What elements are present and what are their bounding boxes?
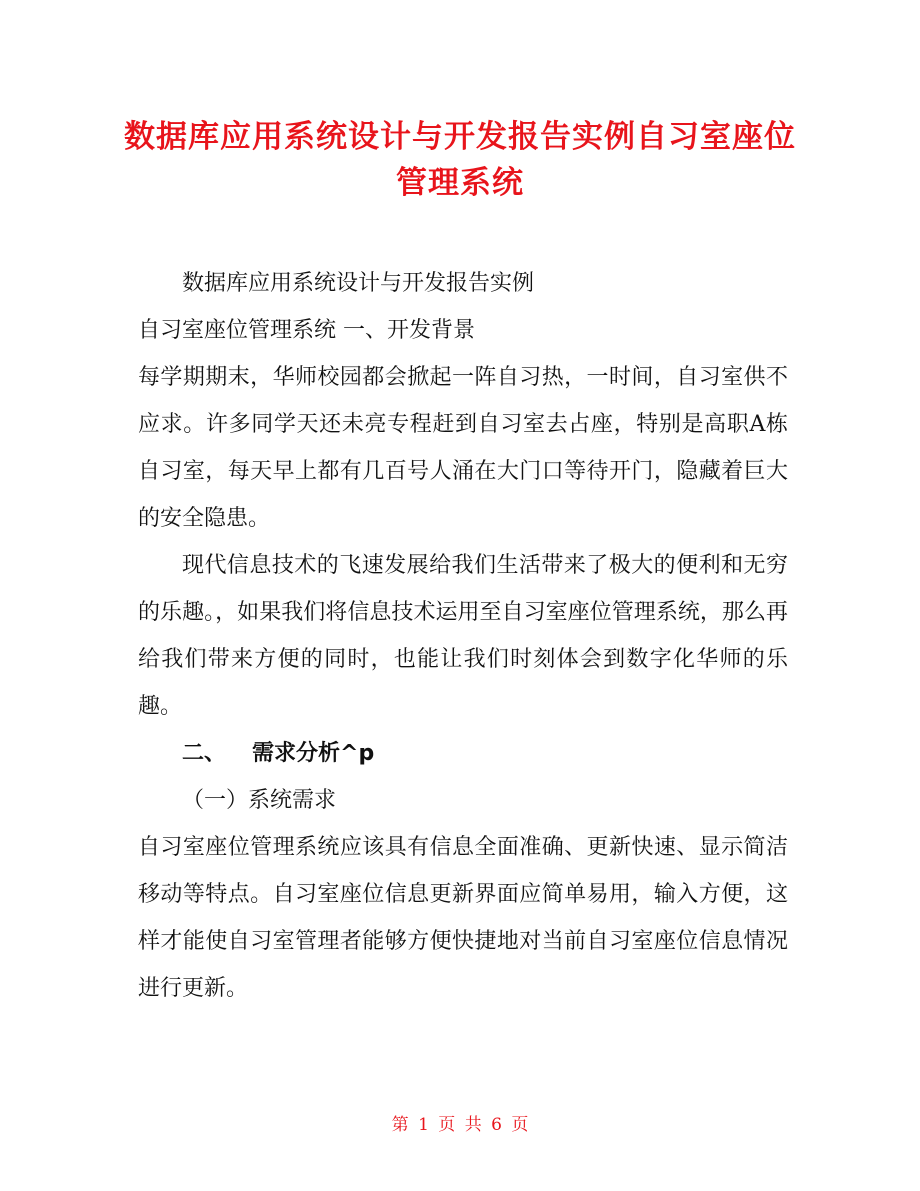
document-body	[138, 260, 788, 1012]
section-heading-text: 需求分析^p	[252, 741, 375, 766]
page-number-footer: 第 1 页 共 6 页	[391, 1115, 529, 1135]
section-heading-requirements	[138, 730, 788, 777]
document-title: 数据库应用系统设计与开发报告实例自习室座位管理系统	[124, 119, 796, 201]
section-number: 二、	[182, 741, 227, 766]
subsection-heading-system-requirements: （一）系统需求	[182, 788, 337, 813]
paragraph-report-subtitle: 数据库应用系统设计与开发报告实例	[182, 271, 535, 296]
paragraph-system-requirements: 自习室座位管理系统应该具有信息全面准确、更新快速、显示简洁移动等特点。自习室座位信息更新界面应简单易用，输入方便，这样才能使自习室管理者能够方便快捷地对当前自习室座位信息情况进行更新。	[138, 835, 788, 1001]
paragraph-information-technology: 现代信息技术的飞速发展给我们生活带来了极大的便利和无穷的乐趣。，如果我们将信息技术运用至自习室座位管理系统，那么再给我们带来方便的同时，也能让我们时刻体会到数字化华师的乐趣。	[138, 553, 788, 719]
paragraph-system-name-and-section-1: 自习室座位管理系统 一、开发背景	[138, 318, 475, 343]
paragraph-background: 每学期期末，华师校园都会掀起一阵自习热，一时间，自习室供不应求。许多同学天还未亮专程赶到自习室去占座，特别是高职A栋自习室，每天早上都有几百号人涌在大门口等待开门，隐藏着巨大的安全隐患。	[138, 365, 788, 531]
